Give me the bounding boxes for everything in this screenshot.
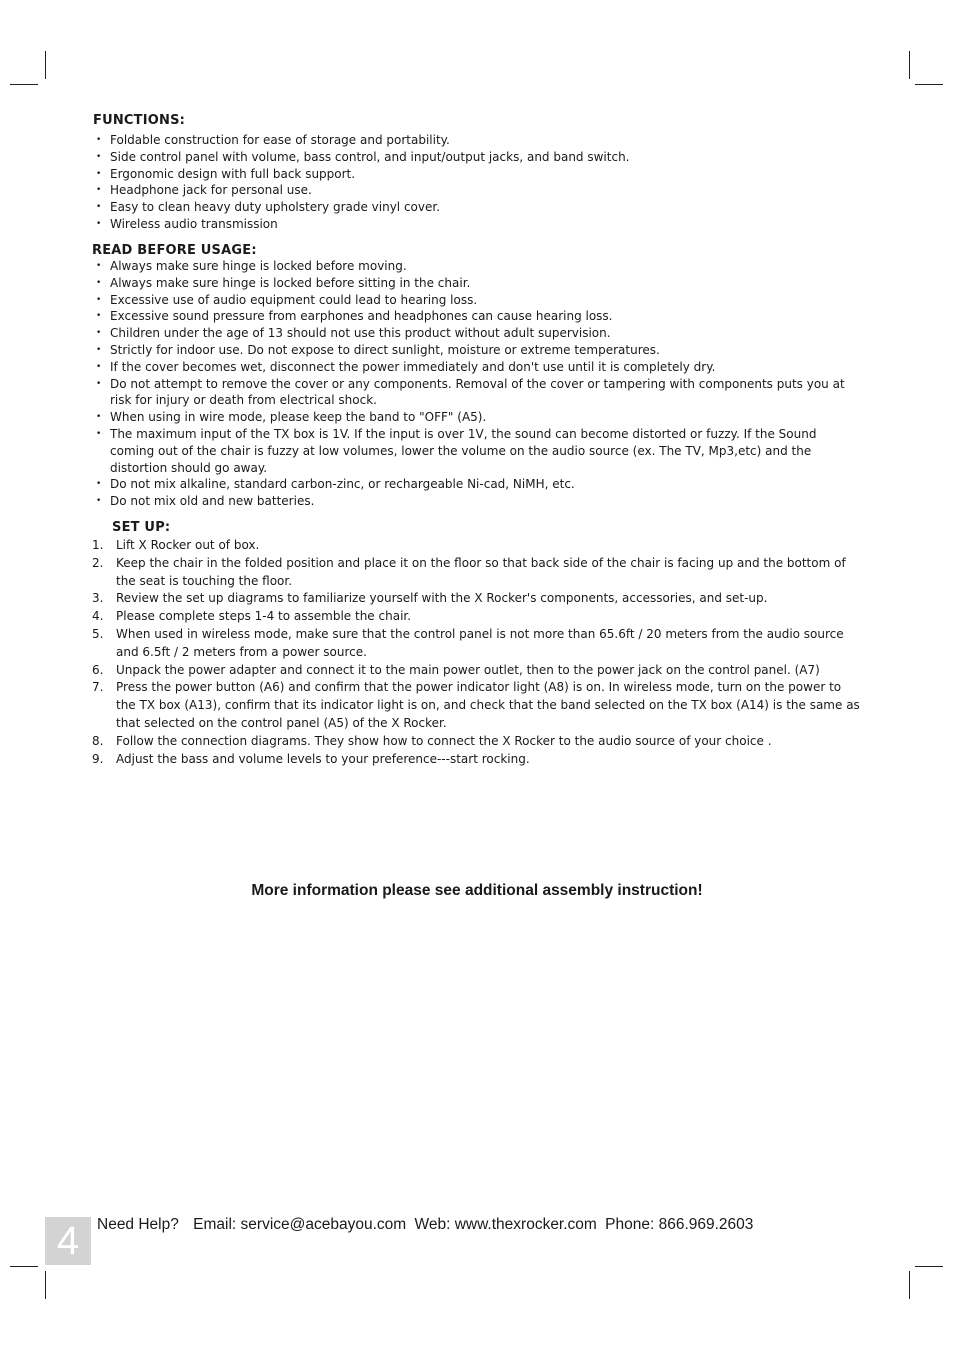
email-contact: Email: service@acebayou.com [193,1216,407,1233]
step-number: 8. [92,733,104,748]
more-info-note: More information please see additional assembly instruction! [251,882,703,899]
read-before-list [94,258,854,510]
step-number: 2. [92,555,104,570]
help-line [97,1216,763,1234]
step-text: Unpack the power adapter and connect it to the main power outlet, then to the power jack on the control panel. (A7) [116,662,820,677]
read-before-heading: READ BEFORE USAGE: [92,243,257,258]
step-text: Please complete steps 1-4 to assemble the chair. [116,609,412,624]
step-text: Press the power button (A6) and confirm that the power indicator light (A8) is on. In wireless mode, turn on the power to the TX box (A13), confirm that its indicator light is on, and check that the band selected on the TX box (A14) is the same as that selected on the control panel (A5) of the X Rocker. [116,680,860,730]
list-item: • Do not attempt to remove the cover or any components. Removal of the cover or tampering with components puts you at risk for injury or death from electrical shock. [94,376,854,410]
step-text: Adjust the bass and volume levels to your preference---start rocking. [116,751,530,766]
list-item: • Always make sure hinge is locked before moving. [94,258,854,275]
list-item: • Always make sure hinge is locked before sitting in the chair. [94,275,854,292]
list-item [92,537,862,555]
step-number: 5. [92,626,104,641]
step-text: Lift X Rocker out of box. [116,538,260,552]
list-item [92,733,862,751]
step-text: Follow the connection diagrams. They show how to connect the X Rocker to the audio source of your choice . [116,733,772,748]
list-item [92,608,862,626]
crop-mark [10,84,38,85]
list-item: • Foldable construction for ease of storage and portability. [94,132,854,149]
step-number: 3. [92,591,104,606]
list-item [92,626,862,662]
step-number: 1. [92,538,104,552]
phone-contact: Phone: 866.969.2603 [605,1216,754,1233]
list-item: • The maximum input of the TX box is 1V. If the input is over 1V, the sound can become distorted or fuzzy. If the Sound coming out of the chair is fuzzy at low volumes, lower the volume on the audio source (ex. The TV, Mp3,etc) and the distortion should go away. [94,426,854,476]
list-item: • When using in wire mode, please keep the band to "OFF" (A5). [94,409,854,426]
step-text: Keep the chair in the folded position and place it on the floor so that back side of the chair is facing up and the bottom of the seat is touching the floor. [116,555,846,588]
need-help-label: Need Help? [97,1216,179,1233]
list-item: • Excessive sound pressure from earphones and headphones can cause hearing loss. [94,308,854,325]
list-item: • Do not mix old and new batteries. [94,493,854,510]
list-item: • Children under the age of 13 should not use this product without adult supervision. [94,325,854,342]
crop-mark [915,1266,943,1267]
list-item: • Excessive use of audio equipment could lead to hearing loss. [94,292,854,309]
crop-mark [45,51,46,79]
crop-mark [909,1271,910,1299]
list-item: • Side control panel with volume, bass control, and input/output jacks, and band switch. [94,149,854,166]
crop-mark [909,51,910,79]
functions-heading: FUNCTIONS: [93,113,186,128]
list-item: • Do not mix alkaline, standard carbon-zinc, or rechargeable Ni-cad, NiMH, etc. [94,476,854,493]
list-item: • Wireless audio transmission [94,216,854,233]
list-item: • If the cover becomes wet, disconnect the power immediately and don't use until it is completely dry. [94,359,854,376]
step-number: 4. [92,609,104,624]
setup-heading: SET UP: [112,520,171,535]
crop-mark [10,1266,38,1267]
list-item [92,662,862,680]
step-number: 9. [92,751,104,766]
step-number: 6. [92,662,104,677]
setup-steps [92,537,862,768]
list-item [92,679,862,732]
step-text: When used in wireless mode, make sure that the control panel is not more than 65.6ft / 20 meters from the audio source and 6.5ft / 2 meters from a power source. [116,626,844,659]
list-item [92,555,862,591]
list-item: • Headphone jack for personal use. [94,182,854,199]
crop-mark [915,84,943,85]
step-text: Review the set up diagrams to familiarize yourself with the X Rocker's components, accessories, and set-up. [116,591,768,606]
web-contact: Web: www.thexrocker.com [414,1216,597,1233]
page-number: 4 [45,1217,91,1265]
list-item: • Easy to clean heavy duty upholstery grade vinyl cover. [94,199,854,216]
list-item: • Ergonomic design with full back support. [94,166,854,183]
step-number: 7. [92,680,104,695]
list-item [92,751,862,769]
functions-list [94,132,854,233]
crop-mark [45,1271,46,1299]
list-item: • Strictly for indoor use. Do not expose to direct sunlight, moisture or extreme temperatures. [94,342,854,359]
list-item [92,590,862,608]
